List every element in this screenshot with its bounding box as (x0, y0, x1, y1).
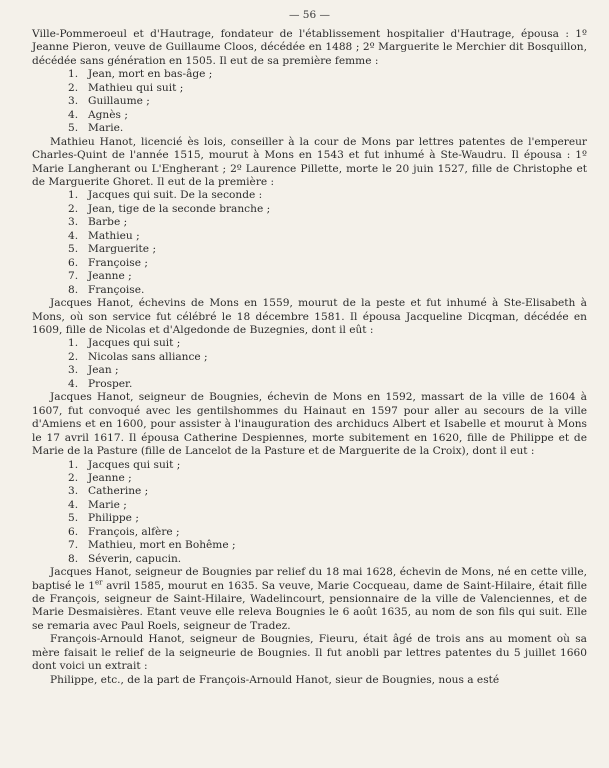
paragraph (32, 391, 587, 458)
list-item-text: Jacques qui suit. De la seconde : (88, 189, 263, 202)
list-item (32, 553, 587, 566)
document-body (32, 28, 587, 687)
list-item-number: 2. (68, 350, 79, 363)
list-item (32, 378, 587, 391)
paragraph-text: Ville-Pommeroeul et d'Hautrage, fondateur de l'établissement hospitalier d'Hautrage, épousa : 1º Jeanne Pieron, veuve de Guillaume Cloos, décédée en 1488 ; 2º Marguerite le Merchier dit Bosquillon, décédée sans génération en 1505. Il eut de sa première femme : (32, 28, 587, 67)
list-item-number: 1. (68, 189, 79, 202)
paragraph (32, 28, 587, 68)
list-item-text: François, alfère ; (88, 525, 180, 538)
list-item-number: 4. (68, 498, 79, 511)
list-item-text: Jeanne ; (88, 270, 132, 283)
list-item (32, 364, 587, 377)
list-item-number: 3. (68, 364, 79, 377)
paragraph-text: Jacques Hanot, seigneur de Bougnies par relief du 18 mai 1628, échevin de Mons, né en cette ville, baptisé le 1 (32, 566, 587, 592)
list-item (32, 539, 587, 552)
list-item-number: 2. (68, 471, 79, 484)
paragraph-text: avril 1585, mourut en 1635. Sa veuve, Marie Cocqueau, dame de Saint-Hilaire, était fille de François, seigneur de Saint-Hilaire, Wadelincourt, pensionnaire de la ville de Valenciennes, et de Marie Desmaisières. Etant veuve elle releva Bougnies le 6 août 1635, au nom de son fils qui suit. Elle se remaria avec Paul Roels, seigneur de Tradez. (32, 579, 587, 632)
paragraph-text: Jacques Hanot, échevins de Mons en 1559, mourut de la peste et fut inhumé à Ste-Elisabeth à Mons, où son service fut célébré le 18 décembre 1581. Il épousa Jacqueline Dicqman, décédée en 1609, fille de Nicolas et d'Algedonde de Buzegnies, dont il eût : (32, 297, 587, 336)
list-item-text: Jeanne ; (88, 471, 132, 484)
list-item-text: Agnès ; (88, 108, 128, 121)
list-item-number: 3. (68, 485, 79, 498)
list-item (32, 284, 587, 297)
list-item-text: Jean, tige de la seconde branche ; (88, 202, 271, 215)
list-item-number: 4. (68, 377, 79, 390)
list-item-number: 5. (68, 243, 79, 256)
list-item-number: 1. (68, 337, 79, 350)
list-item (32, 526, 587, 539)
list-item-text: Nicolas sans alliance ; (88, 350, 208, 363)
paragraph (32, 136, 587, 190)
paragraph-text: Mathieu Hanot, licencié ès lois, conseiller à la cour de Mons par lettres patentes de l'empereur Charles-Quint de l'année 1515, mourut à Mons en 1543 et fut inhumé à Ste-Waudru. Il épousa : 1º Marie Langherant ou L'Engherant ; 2º Laurence Pillette, morte le 20 juin 1527, fille de Christophe et de Marguerite Ghoret. Il eut de la première : (32, 135, 587, 188)
list-item (32, 203, 587, 216)
list-item (32, 82, 587, 95)
page-number: — 56 — (288, 9, 331, 21)
list-item-number: 2. (68, 202, 79, 215)
list-item (32, 472, 587, 485)
list-item (32, 216, 587, 229)
list-item-number: 3. (68, 95, 79, 108)
list-item-text: Mathieu, mort en Bohême ; (88, 539, 236, 552)
list-item-number: 4. (68, 229, 79, 242)
list-item-text: Philippe ; (88, 512, 139, 525)
list-item (32, 351, 587, 364)
children-list (32, 337, 587, 391)
list-item-text: Barbe ; (88, 216, 128, 229)
list-item (32, 95, 587, 108)
list-item-text: Jacques qui suit ; (88, 458, 181, 471)
paragraph-text: Philippe, etc., de la part de François-Arnould Hanot, sieur de Bougnies, nous a esté (50, 673, 500, 686)
list-item-number: 7. (68, 539, 79, 552)
list-item-number: 2. (68, 81, 79, 94)
list-item (32, 257, 587, 270)
list-item (32, 230, 587, 243)
list-item (32, 337, 587, 350)
children-list (32, 68, 587, 135)
paragraph (32, 566, 587, 633)
list-item-text: Jacques qui suit ; (88, 337, 181, 350)
list-item-number: 8. (68, 552, 79, 565)
list-item-number: 5. (68, 512, 79, 525)
list-item-text: Jean ; (88, 364, 119, 377)
list-item-text: Séverin, capucin. (88, 552, 182, 565)
list-item (32, 499, 587, 512)
list-item (32, 243, 587, 256)
list-item-number: 3. (68, 216, 79, 229)
list-item-number: 7. (68, 270, 79, 283)
list-item-number: 4. (68, 108, 79, 121)
list-item-number: 8. (68, 283, 79, 296)
list-item-text: Mathieu qui suit ; (88, 81, 184, 94)
list-item (32, 270, 587, 283)
list-item (32, 189, 587, 202)
paragraph (32, 297, 587, 337)
list-item-text: Mathieu ; (88, 229, 140, 242)
list-item-number: 1. (68, 68, 79, 81)
list-item-text: Marie ; (88, 498, 127, 511)
list-item (32, 122, 587, 135)
paragraph (32, 674, 587, 687)
children-list (32, 189, 587, 297)
list-item-text: Catherine ; (88, 485, 149, 498)
superscript: er (94, 578, 103, 587)
list-item-number: 6. (68, 525, 79, 538)
children-list (32, 459, 587, 567)
list-item-text: Marguerite ; (88, 243, 157, 256)
list-item-number: 6. (68, 256, 79, 269)
list-item-text: Jean, mort en bas-âge ; (88, 68, 213, 81)
list-item-text: Prosper. (88, 377, 133, 390)
list-item-text: Marie. (88, 122, 124, 135)
list-item-text: Guillaume ; (88, 95, 150, 108)
list-item-text: Françoise. (88, 283, 145, 296)
list-item-number: 5. (68, 122, 79, 135)
list-item (32, 485, 587, 498)
list-item-text: Françoise ; (88, 256, 148, 269)
list-item (32, 512, 587, 525)
list-item-number: 1. (68, 458, 79, 471)
paragraph-text: Jacques Hanot, seigneur de Bougnies, échevin de Mons en 1592, massart de la ville de 1604 à 1607, fut convoqué avec les gentilshommes du Hainaut en 1597 pour aller au secours de la ville d'Amiens et en 1600, pour assister à l'inauguration des archiducs Albert et Isabelle et mourut à Mons le 17 avril 1617. Il épousa Catherine Despiennes, morte subitement en 1620, fille de Philippe et de Marie de la Pasture (fille de Lancelot de la Pasture et de Marguerite de la Croix), dont il eut : (32, 391, 587, 458)
list-item (32, 109, 587, 122)
paragraph-text: François-Arnould Hanot, seigneur de Bougnies, Fieuru, était âgé de trois ans au moment où sa mère faisait le relief de la seigneurie de Bougnies. Il fut anobli par lettres patentes du 5 juillet 1660 dont voici un extrait : (32, 633, 587, 673)
list-item (32, 68, 587, 81)
list-item (32, 459, 587, 472)
paragraph (32, 633, 587, 673)
